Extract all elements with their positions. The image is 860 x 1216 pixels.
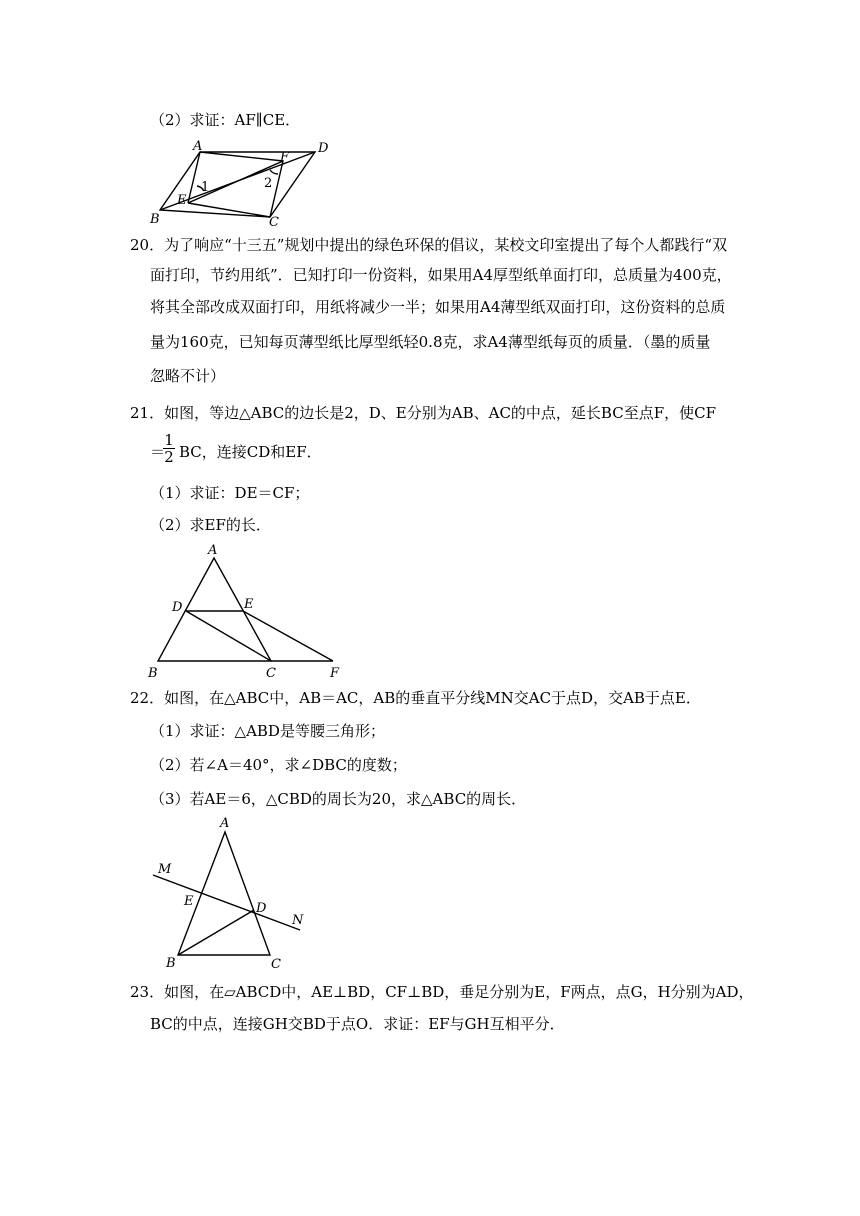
q21-line-2: BC，连接CD和EF． <box>179 443 322 461</box>
q22-line-1: 22．如图，在△ABC中，AB＝AC，AB的垂直平分线MN交AC于点D，交AB于点E． <box>130 689 701 707</box>
q20-line-3: 将其全部改成双面打印，用纸将减少一半；如果用A4薄型纸双面打印，这份资料的总质 <box>150 298 726 316</box>
q21-label-F: F <box>330 666 340 681</box>
q21-label-D: D <box>172 600 183 615</box>
q20-line-5: 忽略不计） <box>150 367 226 385</box>
q21-part1: （1）求证：DE＝CF； <box>150 484 310 502</box>
q22-part1: （1）求证：△ABD是等腰三角形； <box>150 722 385 740</box>
q19-label-2: 2 <box>264 176 273 191</box>
q20-line-1: 20．为了响应“十三五”规划中提出的绿色环保的倡议，某校文印室提出了每个人都践行“双 <box>130 236 728 254</box>
q19-label-B: B <box>150 212 160 227</box>
q22-label-D: D <box>256 901 267 916</box>
q22-label-M: M <box>158 862 172 877</box>
q22-label-N: N <box>292 913 304 928</box>
q21-frac-num: 1 <box>164 431 174 449</box>
q22-label-A: A <box>220 816 230 831</box>
q23-line-1: 23．如图，在▱ABCD中，AE⊥BD，CF⊥BD，垂足分别为E，F两点，点G，H分别为AD， <box>130 983 754 1001</box>
q21-part2: （2）求EF的长． <box>150 516 271 534</box>
q19-label-C: C <box>269 215 279 230</box>
q21-label-B: B <box>148 666 158 681</box>
q22-label-B: B <box>166 956 176 971</box>
q21-line-1: 21．如图，等边△ABC的边长是2，D、E分别为AB、AC的中点，延长BC至点F，使CF <box>130 404 716 422</box>
q21-label-C: C <box>266 666 276 681</box>
q21-label-A: A <box>208 543 218 558</box>
q23-line-2: BC的中点，连接GH交BD于点O．求证：EF与GH互相平分． <box>150 1015 565 1033</box>
q20-line-4: 量为160克，已知每页薄型纸比厚型纸轻0.8克，求A4薄型纸每页的质量．（墨的质量 <box>150 333 711 351</box>
q19-label-A: A <box>193 139 203 154</box>
q21-fraction <box>163 432 175 465</box>
q19-label-D: D <box>318 141 329 156</box>
q22-label-C: C <box>271 957 281 972</box>
q21-eq: ＝ <box>150 443 166 461</box>
q19-part2: （2）求证：AF∥CE． <box>150 111 301 129</box>
q20-line-2: 面打印，节约用纸”．已知打印一份资料，如果用A4厚型纸单面打印，总质量为400克， <box>150 266 732 284</box>
q21-frac-den: 2 <box>164 448 174 466</box>
q19-label-F: F <box>280 150 290 165</box>
q22-label-E: E <box>184 894 194 909</box>
q19-label-E: E <box>177 193 187 208</box>
q22-part3: （3）若AE＝6，△CBD的周长为20，求△ABC的周长． <box>150 790 527 808</box>
q22-part2: （2）若∠A＝40°，求∠DBC的度数； <box>150 756 407 774</box>
q19-label-1: 1 <box>201 180 210 195</box>
q21-label-E: E <box>244 597 254 612</box>
